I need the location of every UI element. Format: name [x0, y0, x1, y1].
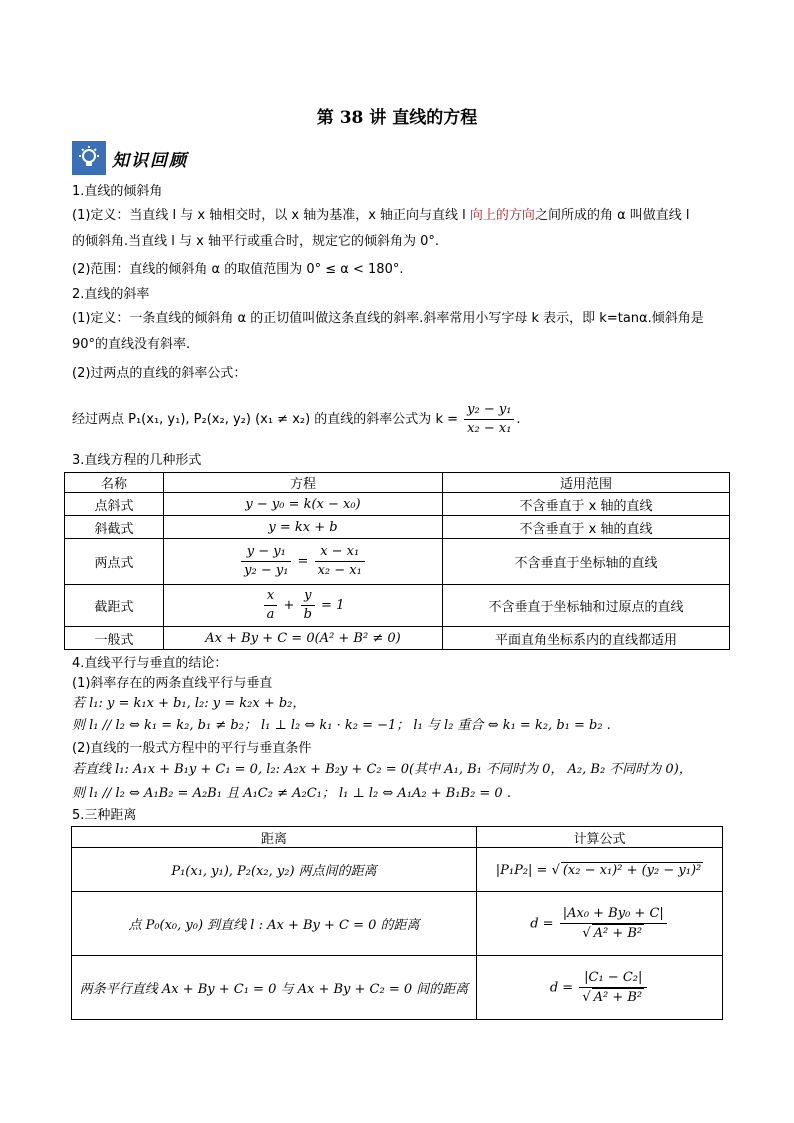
- s2-definition-cont: 90°的直线没有斜率.: [72, 337, 191, 352]
- line-forms-table: 名称 方程 适用范围 点斜式 y − y₀ = k(x − x₀) 不含垂直于 x 轴的直线 斜截式 y = kx + b 不含垂直于 x 轴的直线 两点式 $\frac{\text{y − y₁}}{\text{y₂ − y₁}}$ = $\frac{\text{x − x₁}}{\text{x₂ − x₁}}$ 不含垂直于坐标轴的直线 截距式 $\frac{x}{a}$ + $\frac{y}{b}$ = 1 不含垂直于坐标轴和过原点的直线 一般式 Ax + By + C = 0(A² + B² ≠ 0) 平面直角坐标系内的直线都适用: [64, 472, 730, 650]
- table-row: 截距式 $\frac{x}{a}$ + $\frac{y}{b}$ = 1 不含垂直于坐标轴和过原点的直线: [65, 585, 730, 627]
- s4-p1b: 则 l₁ // l₂ ⇔ k₁ = k₂, b₁ ≠ b₂； l₁ ⊥ l₂ ⇔ k₁ · k₂ = −1； l₁ 与 l₂ 重合 ⇔ k₁ = k₂, b₁ = b₂ .: [72, 718, 611, 733]
- s1-definition-cont: 的倾斜角.当直线 l 与 x 轴平行或重合时，规定它的倾斜角为 0°.: [72, 234, 440, 249]
- s1-heading: 1.直线的倾斜角: [72, 184, 163, 199]
- s2-formula-title: (2)过两点的直线的斜率公式：: [72, 366, 247, 381]
- table-row: 点斜式 y − y₀ = k(x − x₀) 不含垂直于 x 轴的直线: [65, 493, 730, 516]
- s4-p1a: 若 l₁: y = k₁x + b₁, l₂: y = k₂x + b₂，: [72, 696, 306, 711]
- table-row: P₁(x₁, y₁), P₂(x₂, y₂) 两点间的距离 |P₁P₂| = √ (x₂ − x₁)² + (y₂ − y₁)²: [72, 848, 723, 892]
- table-row: 两点式 $\frac{\text{y − y₁}}{\text{y₂ − y₁}}$ = $\frac{\text{x − x₁}}{\text{x₂ − x₁}}$ 不含垂直于坐标轴的直线: [65, 539, 730, 585]
- s1-definition: (1)定义：当直线 l 与 x 轴相交时，以 x 轴为基准，x 轴正向与直线 l 向上的方向之间所成的角 α 叫做直线 l: [72, 208, 690, 223]
- table-row: 两条平行直线 Ax + By + C₁ = 0 与 Ax + By + C₂ = 0 间的距离 d = $\frac{\text{|C₁ − C₂|}}{\text{√ A² + B²}}$: [72, 956, 723, 1020]
- s4-p1: (1)斜率存在的两条直线平行与垂直: [72, 676, 273, 691]
- banner-label: 知识回顾: [112, 150, 188, 171]
- table-row: 点 P₀(x₀, y₀) 到直线 l : Ax + By + C = 0 的距离 d = $\frac{\text{|Ax₀ + By₀ + C|}}{\text{√ A² + B²}}$: [72, 892, 723, 956]
- lightbulb-icon: [72, 141, 106, 175]
- distance-table: 距离 计算公式 P₁(x₁, y₁), P₂(x₂, y₂) 两点间的距离 |P₁P₂| = √ (x₂ − x₁)² + (y₂ − y₁)² 点 P₀(x₀, y₀) 到直线 l : Ax + By + C = 0 的距离 d = $\frac{\text{|Ax₀ + By₀ + C|}}{\text{√ A² + B²}}$ 两条平行直线 Ax + By + C₁ = 0 与 Ax + By + C₂ = 0 间的距离 d = $\frac{\text{|C₁ − C₂|}}{\text{√ A² + B²}}$: [71, 826, 723, 1020]
- s3-heading: 3.直线方程的几种形式: [72, 453, 202, 468]
- s2-heading: 2.直线的斜率: [72, 287, 150, 302]
- slope-formula: 经过两点 P₁(x₁, y₁), P₂(x₂, y₂) (x₁ ≠ x₂) 的直线的斜率公式为 k = $\frac{\text{y₂ − y₁}}{\text{x₂ − x₁}}$ .: [72, 402, 521, 436]
- s4-heading: 4.直线平行与垂直的结论：: [72, 656, 228, 671]
- s4-p2: (2)直线的一般式方程中的平行与垂直条件: [72, 741, 312, 756]
- s2-definition: (1)定义：一条直线的倾斜角 α 的正切值叫做这条直线的斜率.斜率常用小写字母 k 表示，即 k=tanα.倾斜角是: [72, 311, 704, 326]
- s5-heading: 5.三种距离: [72, 808, 137, 823]
- page-title: 第 38 讲 直线的方程: [316, 108, 478, 128]
- table-row: 一般式 Ax + By + C = 0(A² + B² ≠ 0) 平面直角坐标系内的直线都适用: [65, 627, 730, 650]
- s4-p2a: 若直线 l₁: A₁x + B₁y + C₁ = 0, l₂: A₂x + B₂y + C₂ = 0(其中 A₁, B₁ 不同时为 0， A₂, B₂ 不同时为 0)，: [72, 762, 692, 777]
- section-banner: [72, 140, 188, 176]
- s1-range: (2)范围：直线的倾斜角 α 的取值范围为 0° ≤ α < 180°.: [72, 262, 404, 277]
- s4-p2b: 则 l₁ // l₂ ⇔ A₁B₂ = A₂B₁ 且 A₁C₂ ≠ A₂C₁； l₁ ⊥ l₂ ⇔ A₁A₂ + B₁B₂ = 0 .: [72, 786, 511, 801]
- table-row: 斜截式 y = kx + b 不含垂直于 x 轴的直线: [65, 516, 730, 539]
